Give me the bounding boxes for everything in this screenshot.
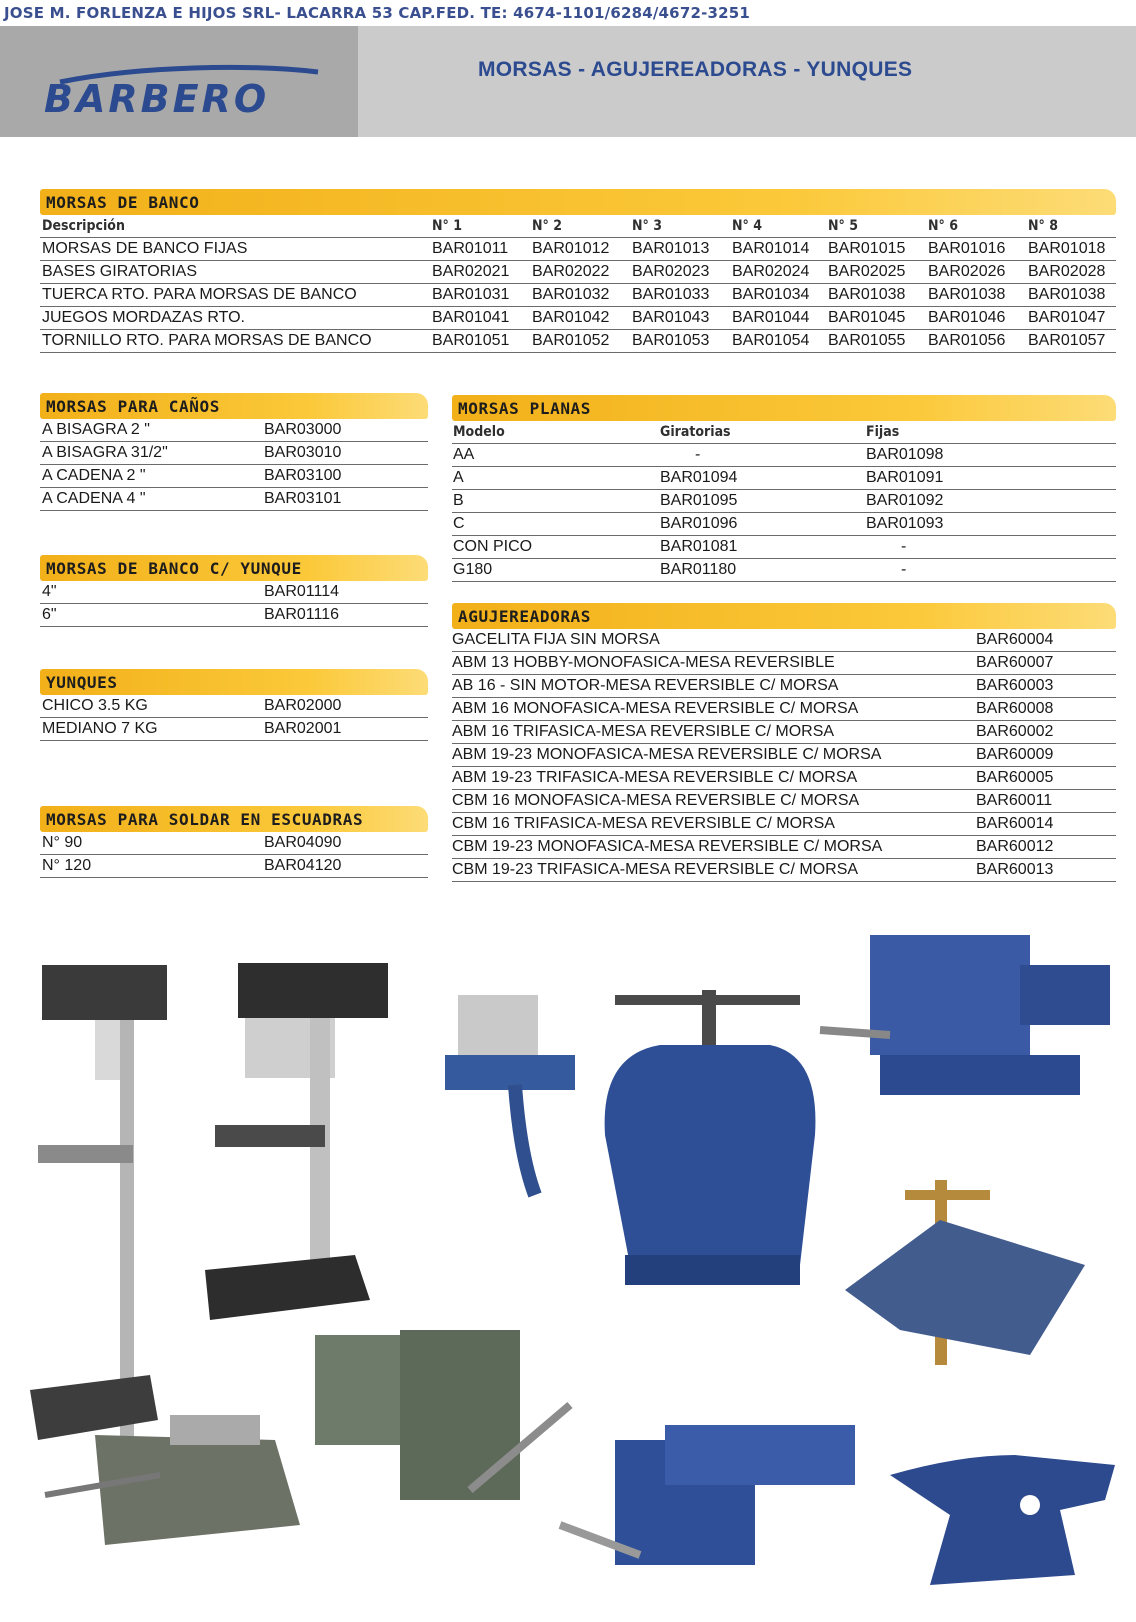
column-header: N° 6 — [928, 218, 958, 234]
cell: BAR01042 — [532, 309, 610, 326]
bench-vise-gray-image — [315, 1330, 570, 1500]
table-row — [452, 513, 1116, 536]
column-header: N° 4 — [732, 218, 762, 234]
cell: BAR01052 — [532, 332, 610, 349]
cell: ABM 13 HOBBY-MONOFASICA-MESA REVERSIBLE — [452, 654, 835, 671]
cell: BAR60004 — [976, 631, 1054, 648]
company-contact-line: JOSE M. FORLENZA E HIJOS SRL- LACARRA 53 CAP.FED. TE: 4674-1101/6284/4672-3251 — [4, 4, 751, 22]
cell: CBM 19-23 TRIFASICA-MESA REVERSIBLE C/ MORSA — [452, 861, 859, 878]
table-row — [452, 652, 1116, 675]
cell: BAR02025 — [828, 263, 906, 280]
table-row — [452, 698, 1116, 721]
cell: - — [695, 446, 701, 463]
table-row — [40, 442, 428, 465]
cell: GACELITA FIJA SIN MORSA — [452, 631, 660, 648]
cell: CHICO 3.5 KG — [42, 697, 148, 714]
cell: BAR01038 — [928, 286, 1006, 303]
table-row — [40, 581, 428, 604]
cell: BAR01032 — [532, 286, 610, 303]
table-row — [452, 559, 1116, 582]
cell: BAR02001 — [264, 720, 342, 737]
cell: BAR02026 — [928, 263, 1006, 280]
column-header: N° 8 — [1028, 218, 1058, 234]
cell: BAR60005 — [976, 769, 1054, 786]
cell: BAR03000 — [264, 421, 342, 438]
section-title: AGUJEREADORAS — [452, 603, 1116, 629]
section-morsas-planas — [452, 395, 1116, 582]
cell: A CADENA 2 " — [42, 467, 146, 484]
section-title: MORSAS PARA SOLDAR EN ESCUADRAS — [40, 806, 428, 832]
cell: BAR01095 — [660, 492, 738, 509]
table-row — [452, 629, 1116, 652]
cell: - — [901, 561, 907, 578]
table-row — [40, 465, 428, 488]
section-title: MORSAS PLANAS — [452, 395, 1116, 421]
column-header: Descripción — [42, 218, 125, 234]
cell: BAR01116 — [264, 606, 340, 623]
column-header: N° 2 — [532, 218, 562, 234]
cell: TORNILLO RTO. PARA MORSAS DE BANCO — [42, 332, 372, 349]
cell: CBM 19-23 MONOFASICA-MESA REVERSIBLE C/ MORSA — [452, 838, 883, 855]
chain-pipe-vise-image — [445, 995, 575, 1195]
table-row — [40, 330, 1116, 353]
cell: AA — [453, 446, 475, 463]
cell: 6" — [42, 606, 57, 623]
cell: CBM 16 TRIFASICA-MESA REVERSIBLE C/ MORSA — [452, 815, 835, 832]
logo-box — [0, 26, 358, 137]
table-row — [452, 744, 1116, 767]
table-row — [452, 675, 1116, 698]
section-morsas-yunque — [40, 555, 428, 627]
cell: A BISAGRA 2 " — [42, 421, 150, 438]
column-header: Giratorias — [660, 424, 731, 440]
cell: A — [453, 469, 464, 486]
cell: BAR01034 — [732, 286, 810, 303]
column-header: Fijas — [866, 424, 900, 440]
table-row — [40, 604, 428, 627]
section-agujereadoras — [452, 603, 1116, 882]
section-title: MORSAS DE BANCO C/ YUNQUE — [40, 555, 428, 581]
cell: BAR02024 — [732, 263, 810, 280]
cell: BAR01016 — [928, 240, 1006, 257]
table-header — [452, 421, 1116, 444]
cell: BASES GIRATORIAS — [42, 263, 198, 280]
page-title: MORSAS - AGUJEREADORAS - YUNQUES — [478, 58, 913, 81]
cell: BAR01033 — [632, 286, 710, 303]
cell: BAR04120 — [264, 857, 342, 874]
cell: BAR01045 — [828, 309, 906, 326]
section-title: MORSAS DE BANCO — [40, 189, 1116, 215]
table-row — [40, 307, 1116, 330]
hinged-pipe-vise-image — [605, 990, 816, 1285]
cell: ABM 16 MONOFASICA-MESA REVERSIBLE C/ MORSA — [452, 700, 859, 717]
cell: BAR01081 — [660, 538, 738, 555]
logo-text: BARBERO — [44, 77, 270, 121]
cell: BAR01044 — [732, 309, 810, 326]
cell: N° 120 — [42, 857, 92, 874]
cell: G180 — [453, 561, 493, 578]
cell: BAR02000 — [264, 697, 342, 714]
corner-clamp-vise-image — [845, 1180, 1085, 1365]
table-row — [452, 444, 1116, 467]
cell: BAR01093 — [866, 515, 944, 532]
cell: BAR02028 — [1028, 263, 1106, 280]
cell: C — [453, 515, 465, 532]
cell: BAR04090 — [264, 834, 342, 851]
cell: BAR01014 — [732, 240, 810, 257]
cell: BAR01038 — [828, 286, 906, 303]
cell: BAR60013 — [976, 861, 1054, 878]
cell: BAR01012 — [532, 240, 610, 257]
cell: ABM 19-23 TRIFASICA-MESA REVERSIBLE C/ MORSA — [452, 769, 858, 786]
cell: BAR60012 — [976, 838, 1054, 855]
table-row — [40, 419, 428, 442]
cell: BAR01056 — [928, 332, 1006, 349]
cell: BAR01057 — [1028, 332, 1106, 349]
cell: BAR60014 — [976, 815, 1054, 832]
cell: ABM 19-23 MONOFASICA-MESA REVERSIBLE C/ MORSA — [452, 746, 882, 763]
table-row — [40, 718, 428, 741]
blue-bench-vise-image — [560, 1425, 855, 1565]
table-row — [452, 721, 1116, 744]
column-header: N° 3 — [632, 218, 662, 234]
cell: BAR03010 — [264, 444, 342, 461]
table-row — [40, 284, 1116, 307]
column-header: N° 1 — [432, 218, 462, 234]
cell: BAR01013 — [632, 240, 710, 257]
cell: BAR01047 — [1028, 309, 1106, 326]
table-row — [40, 855, 428, 878]
section-morsas-canos — [40, 393, 428, 511]
cell: CBM 16 MONOFASICA-MESA REVERSIBLE C/ MORSA — [452, 792, 860, 809]
table-row — [452, 790, 1116, 813]
table-header — [40, 215, 1116, 238]
cell: N° 90 — [42, 834, 83, 851]
cell: BAR01092 — [866, 492, 944, 509]
cell: B — [453, 492, 464, 509]
cell: CON PICO — [453, 538, 533, 555]
cell: - — [901, 538, 907, 555]
flat-drill-vise-image — [45, 1415, 300, 1545]
table-row — [40, 238, 1116, 261]
column-header: Modelo — [453, 424, 505, 440]
cell: BAR02021 — [432, 263, 510, 280]
cell: BAR01015 — [828, 240, 906, 257]
section-morsas-soldar — [40, 806, 428, 878]
table-row — [452, 490, 1116, 513]
table-row — [452, 813, 1116, 836]
section-title: YUNQUES — [40, 669, 428, 695]
cell: AB 16 - SIN MOTOR-MESA REVERSIBLE C/ MORSA — [452, 677, 839, 694]
column-header: N° 5 — [828, 218, 858, 234]
cell: BAR01011 — [432, 240, 509, 257]
cell: BAR01041 — [432, 309, 510, 326]
section-title: MORSAS PARA CAÑOS — [40, 393, 428, 419]
cell: BAR01094 — [660, 469, 738, 486]
cell: BAR01114 — [264, 583, 340, 600]
cell: BAR01096 — [660, 515, 738, 532]
cell: BAR02023 — [632, 263, 710, 280]
cell: BAR01091 — [866, 469, 944, 486]
cell: BAR01051 — [432, 332, 510, 349]
table-row — [40, 261, 1116, 284]
cell: BAR01055 — [828, 332, 906, 349]
table-row — [452, 467, 1116, 490]
cell: BAR01018 — [1028, 240, 1106, 257]
cell: BAR60009 — [976, 746, 1054, 763]
cell: TUERCA RTO. PARA MORSAS DE BANCO — [42, 286, 357, 303]
table-row — [452, 767, 1116, 790]
table-row — [452, 859, 1116, 882]
cell: A BISAGRA 31/2" — [42, 444, 168, 461]
swivel-bench-vise-image — [820, 935, 1110, 1095]
cell: BAR01054 — [732, 332, 810, 349]
cell: MORSAS DE BANCO FIJAS — [42, 240, 248, 257]
cell: ABM 16 TRIFASICA-MESA REVERSIBLE C/ MORSA — [452, 723, 835, 740]
cell: BAR60008 — [976, 700, 1054, 717]
cell: BAR60007 — [976, 654, 1054, 671]
cell: BAR01098 — [866, 446, 944, 463]
table-row — [452, 836, 1116, 859]
cell: BAR02022 — [532, 263, 610, 280]
cell: BAR01043 — [632, 309, 710, 326]
floor-drill-press-image — [30, 965, 167, 1510]
cell: JUEGOS MORDAZAS RTO. — [42, 309, 245, 326]
cell: BAR60011 — [976, 792, 1053, 809]
table-row — [40, 695, 428, 718]
cell: BAR01046 — [928, 309, 1006, 326]
cell: BAR01053 — [632, 332, 710, 349]
section-yunques — [40, 669, 428, 741]
barbero-logo — [0, 26, 358, 137]
cell: BAR60003 — [976, 677, 1054, 694]
cell: BAR01038 — [1028, 286, 1106, 303]
table-row — [40, 488, 428, 511]
product-photos — [0, 935, 1136, 1622]
anvil-image — [890, 1455, 1115, 1585]
cell: BAR01180 — [660, 561, 737, 578]
cell: 4" — [42, 583, 57, 600]
cell: BAR03100 — [264, 467, 342, 484]
table-row — [452, 536, 1116, 559]
cell: A CADENA 4 " — [42, 490, 146, 507]
table-row — [40, 832, 428, 855]
cell: BAR01031 — [432, 286, 510, 303]
cell: BAR03101 — [264, 490, 342, 507]
bench-drill-press-image — [205, 963, 388, 1320]
section-morsas-banco — [40, 189, 1116, 353]
cell: MEDIANO 7 KG — [42, 720, 158, 737]
cell: BAR60002 — [976, 723, 1054, 740]
